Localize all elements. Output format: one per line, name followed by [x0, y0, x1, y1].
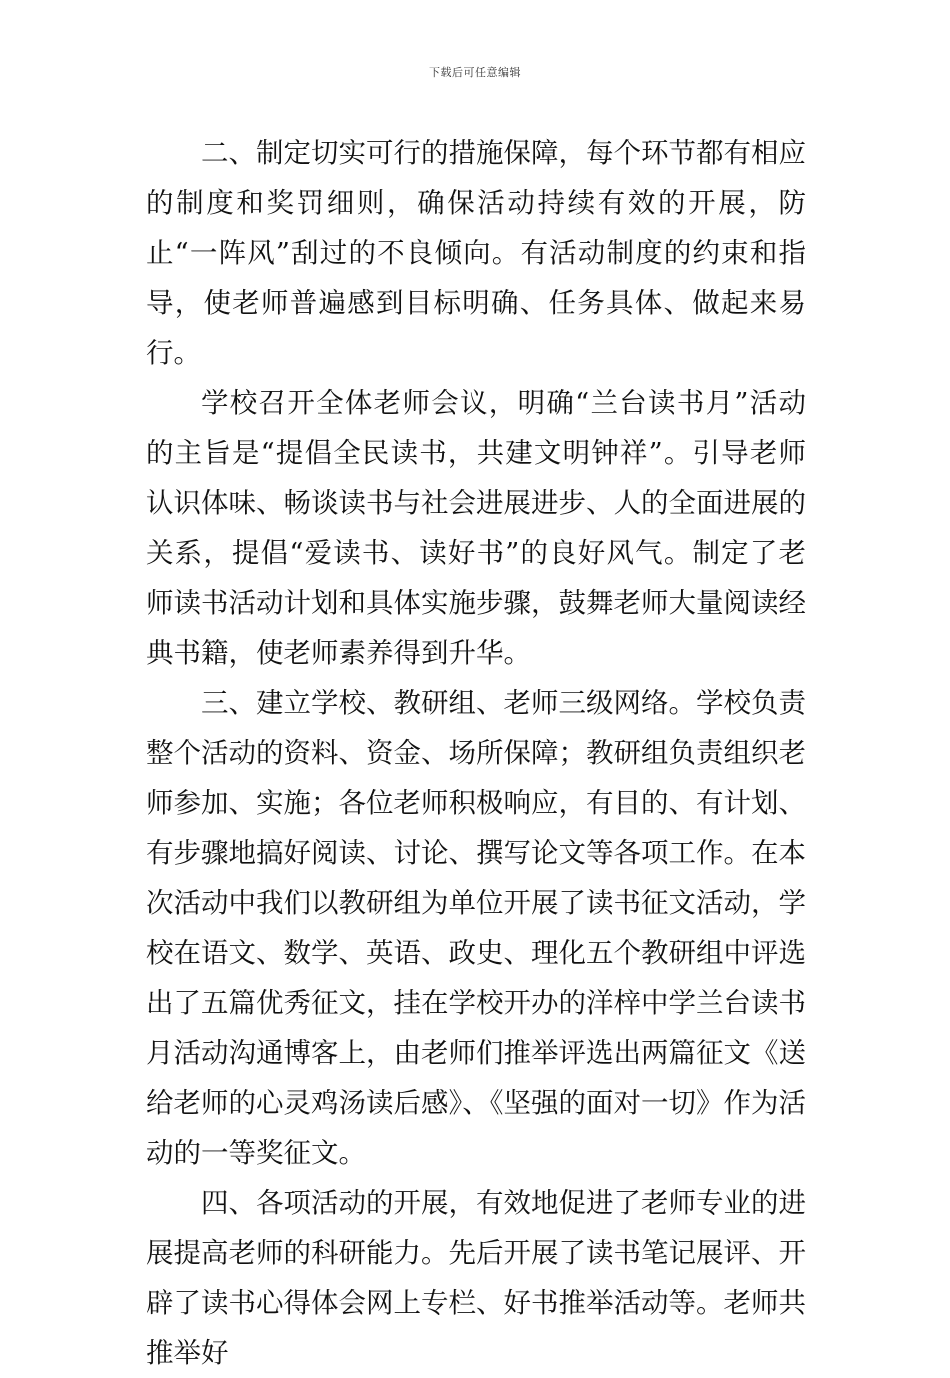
document-body — [146, 128, 806, 1378]
paragraph-measures: 二、制定切实可行的措施保障，每个环节都有相应的制度和奖罚细则，确保活动持续有效的开展，防止“一阵风”刮过的不良倾向。有活动制度的约束和指导，使老师普遍感到目标明确、任务具体、做起来易行。 — [146, 137, 806, 369]
paragraph-network: 三、建立学校、教研组、老师三级网络。学校负责整个活动的资料、资金、场所保障；教研组负责组织老师参加、实施；各位老师积极响应，有目的、有计划、有步骤地搞好阅读、讨论、撰写论文等各项工作。在本次活动中我们以教研组为单位开展了读书征文活动，学校在语文、数学、英语、政史、理化五个教研组中评选出了五篇优秀征文，挂在学校开办的洋梓中学兰台读书月活动沟通博客上，由老师们推举评选出两篇征文《送给老师的心灵鸡汤读后感》、《坚强的面对一切》作为活动的一等奖征文。 — [146, 687, 806, 1169]
page-header-note: 下载后可任意编辑 — [429, 66, 521, 79]
paragraph-activities: 四、各项活动的开展，有效地促进了老师专业的进展提高老师的科研能力。先后开展了读书笔记展评、开辟了读书心得体会网上专栏、好书推举活动等。老师共推举好 — [146, 1187, 806, 1369]
paragraph-meeting: 学校召开全体老师会议，明确“兰台读书月”活动的主旨是“提倡全民读书，共建文明钟祥”。引导老师认识体味、畅谈读书与社会进展进步、人的全面进展的关系，提倡“爱读书、读好书”的良好风气。制定了老师读书活动计划和具体实施步骤，鼓舞老师大量阅读经典书籍，使老师素养得到升华。 — [146, 387, 806, 669]
